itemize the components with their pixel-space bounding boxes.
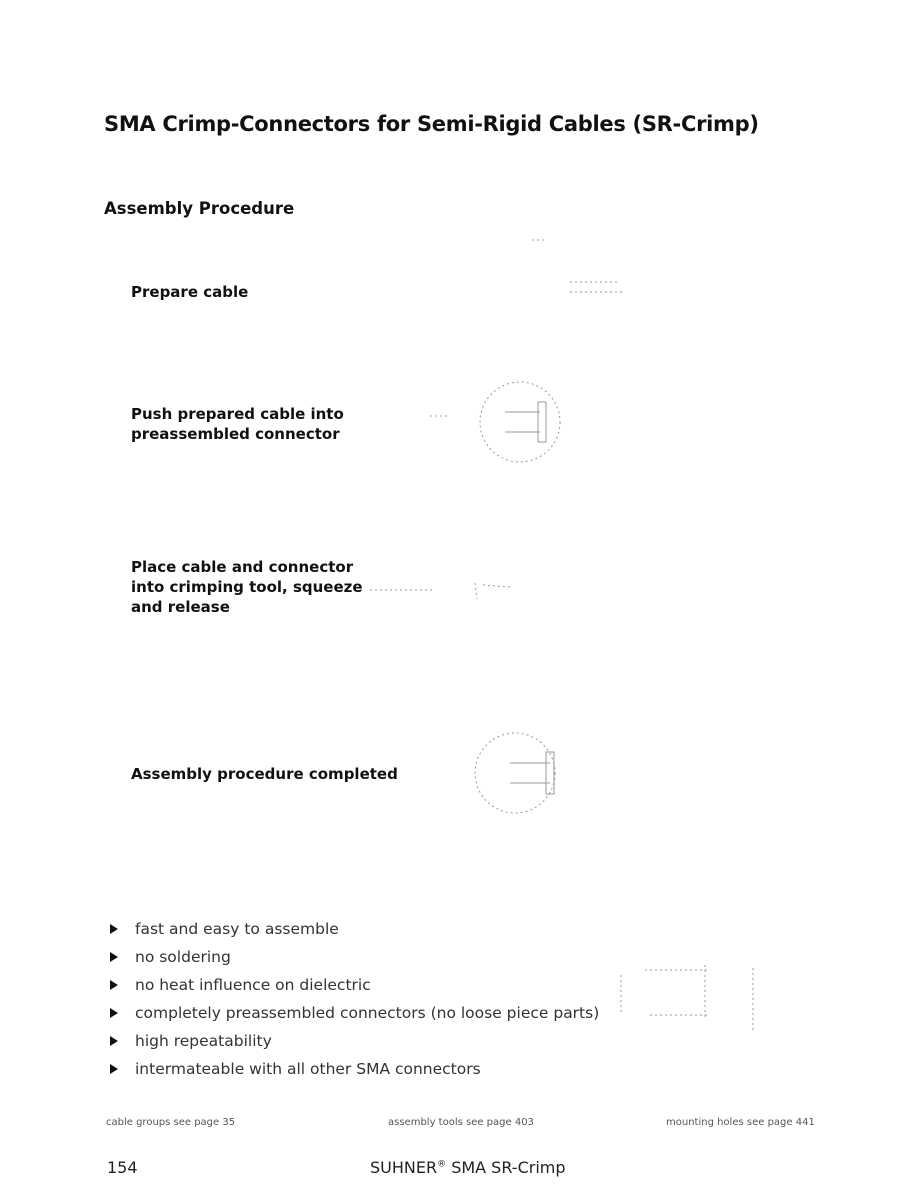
brand-name: SUHNER [370, 1158, 438, 1177]
step-push-cable: Push prepared cable into preassembled connector [131, 405, 344, 443]
registered-mark: ® [437, 1159, 447, 1170]
prepare-cable-illustration [500, 230, 640, 310]
page-title: SMA Crimp-Connectors for Semi-Rigid Cables (SR-Crimp) [104, 112, 759, 136]
cable-groups-reference: cable groups see page 35 [106, 1117, 236, 1128]
arrow-bullet-icon [110, 1008, 118, 1018]
feature-list [110, 915, 599, 1083]
list-item: fast and easy to assemble [110, 915, 599, 943]
connector-illustration [430, 380, 590, 470]
section-heading: Assembly Procedure [104, 199, 295, 218]
list-item: intermateable with all other SMA connectors [110, 1055, 599, 1083]
step-prepare-cable: Prepare cable [131, 283, 249, 301]
product-name: SMA SR-Crimp [451, 1158, 566, 1177]
list-item: no soldering [110, 943, 599, 971]
arrow-bullet-icon [110, 980, 118, 990]
list-item: high repeatability [110, 1027, 599, 1055]
arrow-bullet-icon [110, 924, 118, 934]
step-completed: Assembly procedure completed [131, 765, 398, 783]
arrow-bullet-icon [110, 1036, 118, 1046]
page-number: 154 [107, 1158, 138, 1177]
arrow-bullet-icon [110, 1064, 118, 1074]
completed-connector-illustration [470, 728, 590, 818]
crimping-tool-illustration [365, 575, 545, 615]
step-crimp: Place cable and connector into crimping tool, squeeze and release [131, 558, 363, 616]
list-item: no heat influence on dielectric [110, 971, 599, 999]
footer-brand [370, 1158, 566, 1177]
assembly-tools-reference: assembly tools see page 403 [388, 1117, 534, 1128]
arrow-bullet-icon [110, 952, 118, 962]
connector-drawing-illustration [615, 960, 765, 1035]
list-item: completely preassembled connectors (no loose piece parts) [110, 999, 599, 1027]
mounting-holes-reference: mounting holes see page 441 [666, 1117, 815, 1128]
